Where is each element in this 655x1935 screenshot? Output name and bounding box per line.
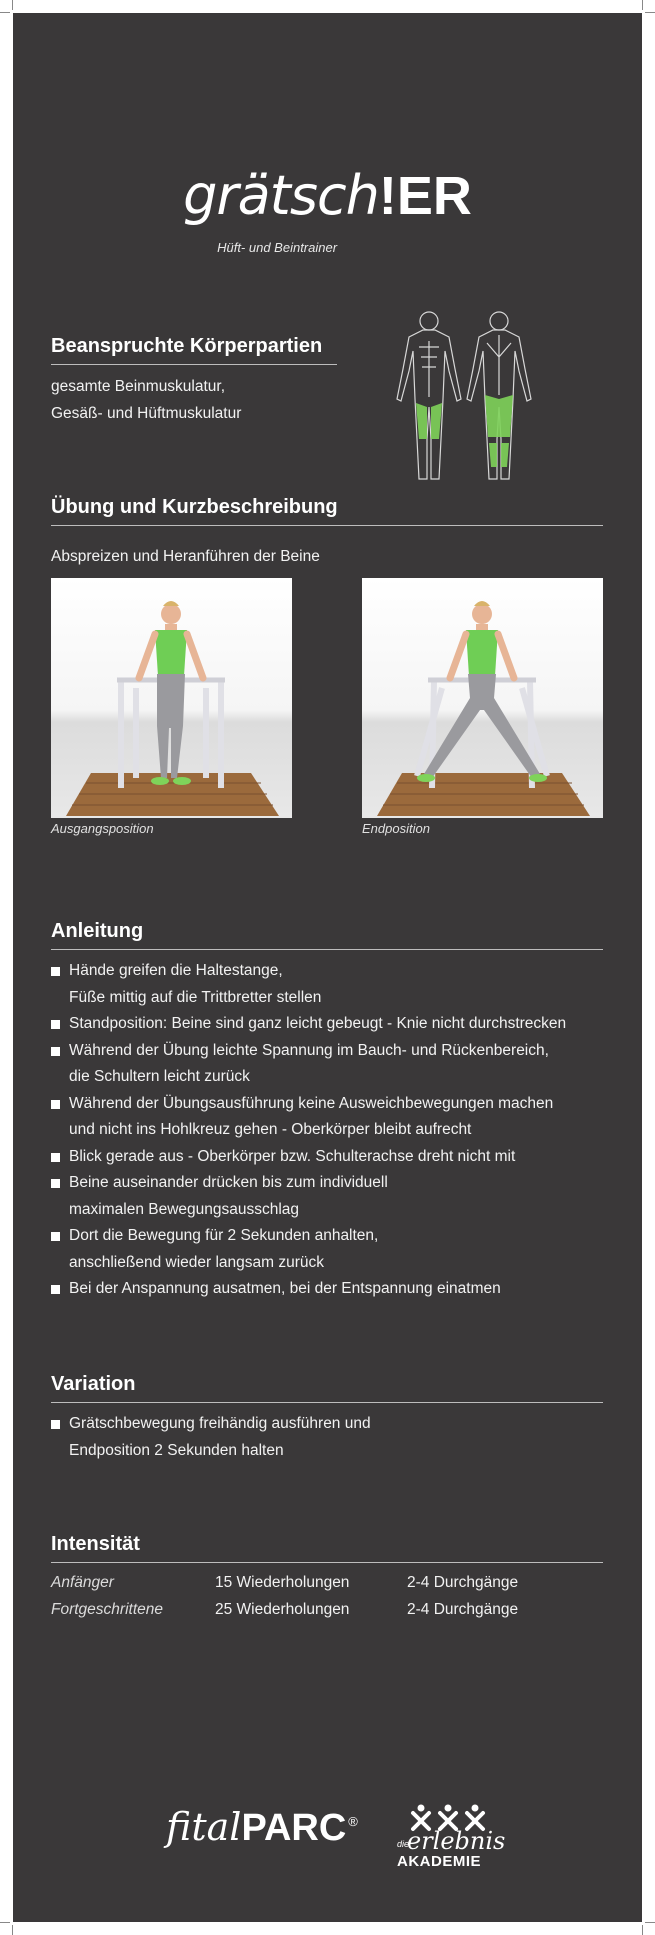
crop-mark bbox=[642, 0, 643, 10]
crop-mark bbox=[645, 1922, 655, 1923]
list-item: Standposition: Beine sind ganz leicht gebeugt - Knie nicht durchstrecken bbox=[51, 1011, 566, 1038]
crop-mark bbox=[12, 1925, 13, 1935]
intensity-sets: 2-4 Durchgänge bbox=[407, 1601, 519, 1618]
variation-heading: Variation bbox=[51, 1373, 603, 1403]
akademie-die-text: die bbox=[397, 1839, 410, 1849]
instructions-heading: Anleitung bbox=[51, 920, 603, 950]
fitalparc-logo bbox=[166, 1805, 358, 1850]
crop-mark bbox=[642, 1925, 643, 1935]
list-item: Während der Übung leichte Spannung im Bauch- und Rückenbereich, die Schultern leicht zurück bbox=[51, 1038, 566, 1091]
exercise-illustration bbox=[51, 578, 292, 818]
body-parts-line: Gesäß- und Hüftmuskulatur bbox=[51, 405, 242, 422]
info-panel bbox=[13, 13, 642, 1922]
registered-mark: ® bbox=[348, 1814, 358, 1830]
exercise-illustration bbox=[362, 578, 603, 818]
muscle-diagram-icon bbox=[389, 307, 539, 487]
crop-mark bbox=[0, 12, 10, 13]
akademie-erlebnis-text: erlebnis bbox=[407, 1827, 506, 1855]
body-parts-line: gesamte Beinmuskulatur, bbox=[51, 378, 226, 395]
product-name-light: grätsch bbox=[183, 164, 379, 227]
list-item: Während der Übungsausführung keine Ausweichbewegungen machen und nicht ins Hohlkreuz gehen - Oberkörper bleibt aufrecht bbox=[51, 1091, 566, 1144]
product-name-bold: ER bbox=[396, 166, 472, 226]
instructions-list bbox=[51, 958, 566, 1303]
intensity-heading: Intensität bbox=[51, 1533, 603, 1563]
intensity-level: Fortgeschrittene bbox=[51, 1601, 163, 1618]
intensity-reps: 25 Wiederholungen bbox=[215, 1601, 350, 1618]
start-position-caption: Ausgangsposition bbox=[51, 821, 154, 836]
start-position-image bbox=[51, 578, 292, 818]
product-logo bbox=[13, 164, 642, 255]
list-item: Hände greifen die Haltestange, Füße mittig auf die Trittbretter stellen bbox=[51, 958, 566, 1011]
product-name bbox=[183, 164, 472, 255]
variation-list bbox=[51, 1411, 371, 1464]
crop-mark bbox=[645, 12, 655, 13]
exercise-description: Abspreizen und Heranführen der Beine bbox=[51, 548, 320, 565]
list-item: Dort die Bewegung für 2 Sekunden anhalten, anschließend wieder langsam zurück bbox=[51, 1223, 566, 1276]
end-position-image bbox=[362, 578, 603, 818]
intensity-reps: 15 Wiederholungen bbox=[215, 1574, 350, 1591]
body-parts-heading: Beanspruchte Körperpartien bbox=[51, 335, 337, 365]
product-subtitle: Hüft- und Beintrainer bbox=[217, 240, 338, 255]
crop-mark bbox=[0, 1922, 10, 1923]
list-item: Beine auseinander drücken bis zum individuell maximalen Bewegungsausschlag bbox=[51, 1170, 566, 1223]
product-name-mark: ! bbox=[378, 166, 397, 226]
exercise-heading: Übung und Kurzbeschreibung bbox=[51, 496, 603, 526]
intensity-level: Anfänger bbox=[51, 1574, 114, 1591]
end-position-caption: Endposition bbox=[362, 821, 430, 836]
list-item: Grätschbewegung freihändig ausführen und Endposition 2 Sekunden halten bbox=[51, 1411, 371, 1464]
akademie-name-text: AKADEMIE bbox=[397, 1853, 482, 1870]
intensity-sets: 2-4 Durchgänge bbox=[407, 1574, 519, 1591]
fitalparc-logo-bold: PARC bbox=[241, 1807, 347, 1849]
list-item: Bei der Anspannung ausatmen, bei der Entspannung einatmen bbox=[51, 1276, 566, 1303]
list-item: Blick gerade aus - Oberkörper bzw. Schulterachse dreht nicht mit bbox=[51, 1144, 566, 1171]
crop-mark bbox=[12, 0, 13, 10]
fitalparc-logo-light: fital bbox=[166, 1805, 242, 1849]
erlebnis-akademie-logo bbox=[393, 1803, 506, 1873]
